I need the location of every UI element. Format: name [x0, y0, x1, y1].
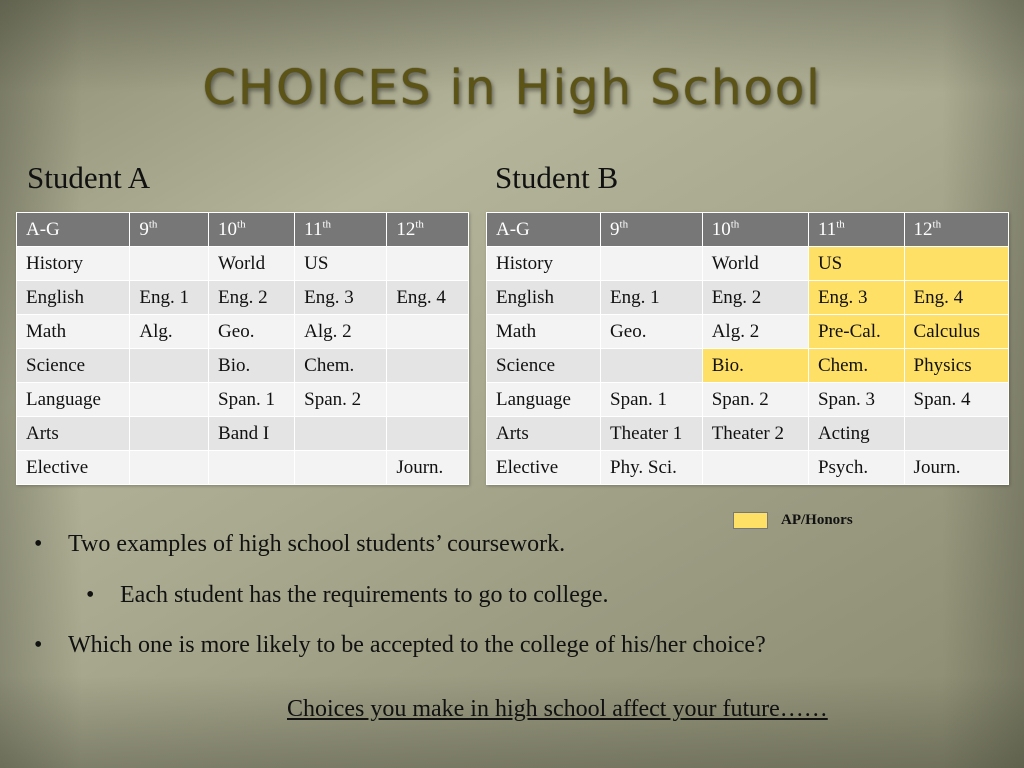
course-cell [601, 349, 703, 383]
subject-cell: Language [17, 383, 130, 417]
course-cell: Eng. 1 [601, 281, 703, 315]
subject-cell: Language [487, 383, 601, 417]
subject-cell: History [17, 247, 130, 281]
course-cell: Eng. 3 [808, 281, 904, 315]
column-header-label: 10 [218, 218, 238, 240]
course-cell: Span. 2 [702, 383, 808, 417]
subject-cell: Math [17, 315, 130, 349]
course-cell: Band I [209, 417, 295, 451]
course-cell: Alg. [130, 315, 209, 349]
course-cell [130, 247, 209, 281]
table-header-row [17, 213, 469, 247]
course-cell [702, 451, 808, 485]
subject-cell: Science [17, 349, 130, 383]
bullet-icon: • [34, 531, 43, 557]
course-cell: Alg. 2 [295, 315, 387, 349]
course-cell: Eng. 4 [387, 281, 469, 315]
course-cell [904, 417, 1008, 451]
course-cell [387, 417, 469, 451]
course-cell: Calculus [904, 315, 1008, 349]
table-row [487, 247, 1009, 281]
table-row [17, 417, 469, 451]
student-b-label: Student B [495, 160, 619, 195]
course-cell: Theater 2 [702, 417, 808, 451]
course-cell: Chem. [808, 349, 904, 383]
column-header-suffix: th [415, 218, 424, 231]
column-header-suffix: th [730, 218, 740, 231]
slide-title: CHOICES in High School [202, 60, 822, 116]
course-cell [387, 383, 469, 417]
course-cell: Span. 1 [209, 383, 295, 417]
column-header-label: 11 [304, 218, 323, 240]
column-header-label: 11 [817, 218, 837, 240]
course-cell: Alg. 2 [702, 315, 808, 349]
course-cell: Journ. [904, 451, 1008, 485]
table-row [487, 281, 1009, 315]
table-row [487, 349, 1009, 383]
column-header-label: 12 [396, 218, 416, 240]
course-cell: Psych. [808, 451, 904, 485]
subject-cell: History [487, 247, 601, 281]
ap-honors-swatch [733, 512, 768, 529]
table-row [17, 383, 469, 417]
legend-label: AP/Honors [781, 512, 853, 528]
course-cell: Theater 1 [601, 417, 703, 451]
table-row [17, 349, 469, 383]
course-cell [209, 451, 295, 485]
course-cell [130, 451, 209, 485]
course-cell [387, 247, 469, 281]
course-cell [130, 383, 209, 417]
table-row [17, 315, 469, 349]
column-header-suffix: th [322, 218, 332, 231]
bullet-text: Each student has the requirements to go to college. [120, 582, 609, 608]
table-row [17, 451, 469, 485]
course-cell: Geo. [601, 315, 703, 349]
column-header [17, 213, 130, 247]
bullet-icon: • [34, 632, 43, 658]
column-header [702, 213, 808, 247]
course-cell [130, 349, 209, 383]
table-header-row [487, 213, 1009, 247]
table-row [17, 247, 469, 281]
course-cell: Span. 3 [808, 383, 904, 417]
column-header-suffix: th [237, 218, 246, 231]
course-cell [130, 417, 209, 451]
bullet-item [34, 632, 766, 659]
column-header [130, 213, 209, 247]
course-cell: Eng. 2 [702, 281, 808, 315]
course-cell [601, 247, 703, 281]
course-cell: Eng. 1 [130, 281, 209, 315]
course-cell: World [209, 247, 295, 281]
footer-text: Choices you make in high school affect your future…… [287, 696, 828, 722]
student-b-table [486, 212, 1009, 485]
column-header-suffix: th [148, 218, 158, 231]
course-cell: Eng. 2 [209, 281, 295, 315]
subject-cell: Science [487, 349, 601, 383]
course-cell: Chem. [295, 349, 387, 383]
column-header [295, 213, 387, 247]
course-cell: Physics [904, 349, 1008, 383]
column-header-label: 9 [610, 218, 620, 240]
table-row [487, 417, 1009, 451]
column-header-suffix: th [619, 218, 629, 231]
column-header [808, 213, 904, 247]
bullet-text: Which one is more likely to be accepted to the college of his/her choice? [68, 632, 766, 658]
column-header-label: A-G [26, 218, 60, 240]
subject-cell: Arts [17, 417, 130, 451]
course-cell: Acting [808, 417, 904, 451]
column-header-suffix: th [932, 218, 942, 231]
subject-cell: English [487, 281, 601, 315]
bullet-item [34, 531, 565, 558]
column-header [904, 213, 1008, 247]
course-cell: Eng. 3 [295, 281, 387, 315]
bullet-icon: • [86, 582, 95, 608]
column-header [387, 213, 469, 247]
table-row [487, 315, 1009, 349]
column-header-label: 9 [139, 218, 149, 240]
student-a-table [16, 212, 469, 485]
student-a-label: Student A [27, 160, 151, 195]
course-cell: Journ. [387, 451, 469, 485]
column-header [601, 213, 703, 247]
course-cell [904, 247, 1008, 281]
course-cell: Pre-Cal. [808, 315, 904, 349]
course-cell: World [702, 247, 808, 281]
course-cell [295, 417, 387, 451]
table-row [487, 451, 1009, 485]
subject-cell: Elective [17, 451, 130, 485]
course-cell: Span. 2 [295, 383, 387, 417]
course-cell: US [808, 247, 904, 281]
course-cell: Span. 4 [904, 383, 1008, 417]
course-cell [387, 315, 469, 349]
column-header [209, 213, 295, 247]
table-row [487, 383, 1009, 417]
course-cell: US [295, 247, 387, 281]
subject-cell: English [17, 281, 130, 315]
subject-cell: Math [487, 315, 601, 349]
course-cell: Eng. 4 [904, 281, 1008, 315]
column-header-label: A-G [496, 218, 530, 240]
table-row [17, 281, 469, 315]
column-header [487, 213, 601, 247]
course-cell [295, 451, 387, 485]
bullet-item [86, 582, 609, 609]
course-cell: Bio. [702, 349, 808, 383]
course-cell: Span. 1 [601, 383, 703, 417]
column-header-label: 10 [711, 218, 731, 240]
course-cell: Geo. [209, 315, 295, 349]
legend [733, 512, 853, 529]
column-header-suffix: th [836, 218, 845, 231]
subject-cell: Elective [487, 451, 601, 485]
subject-cell: Arts [487, 417, 601, 451]
column-header-label: 12 [913, 218, 933, 240]
course-cell: Phy. Sci. [601, 451, 703, 485]
course-cell: Bio. [209, 349, 295, 383]
bullet-text: Two examples of high school students’ coursework. [68, 531, 566, 557]
course-cell [387, 349, 469, 383]
